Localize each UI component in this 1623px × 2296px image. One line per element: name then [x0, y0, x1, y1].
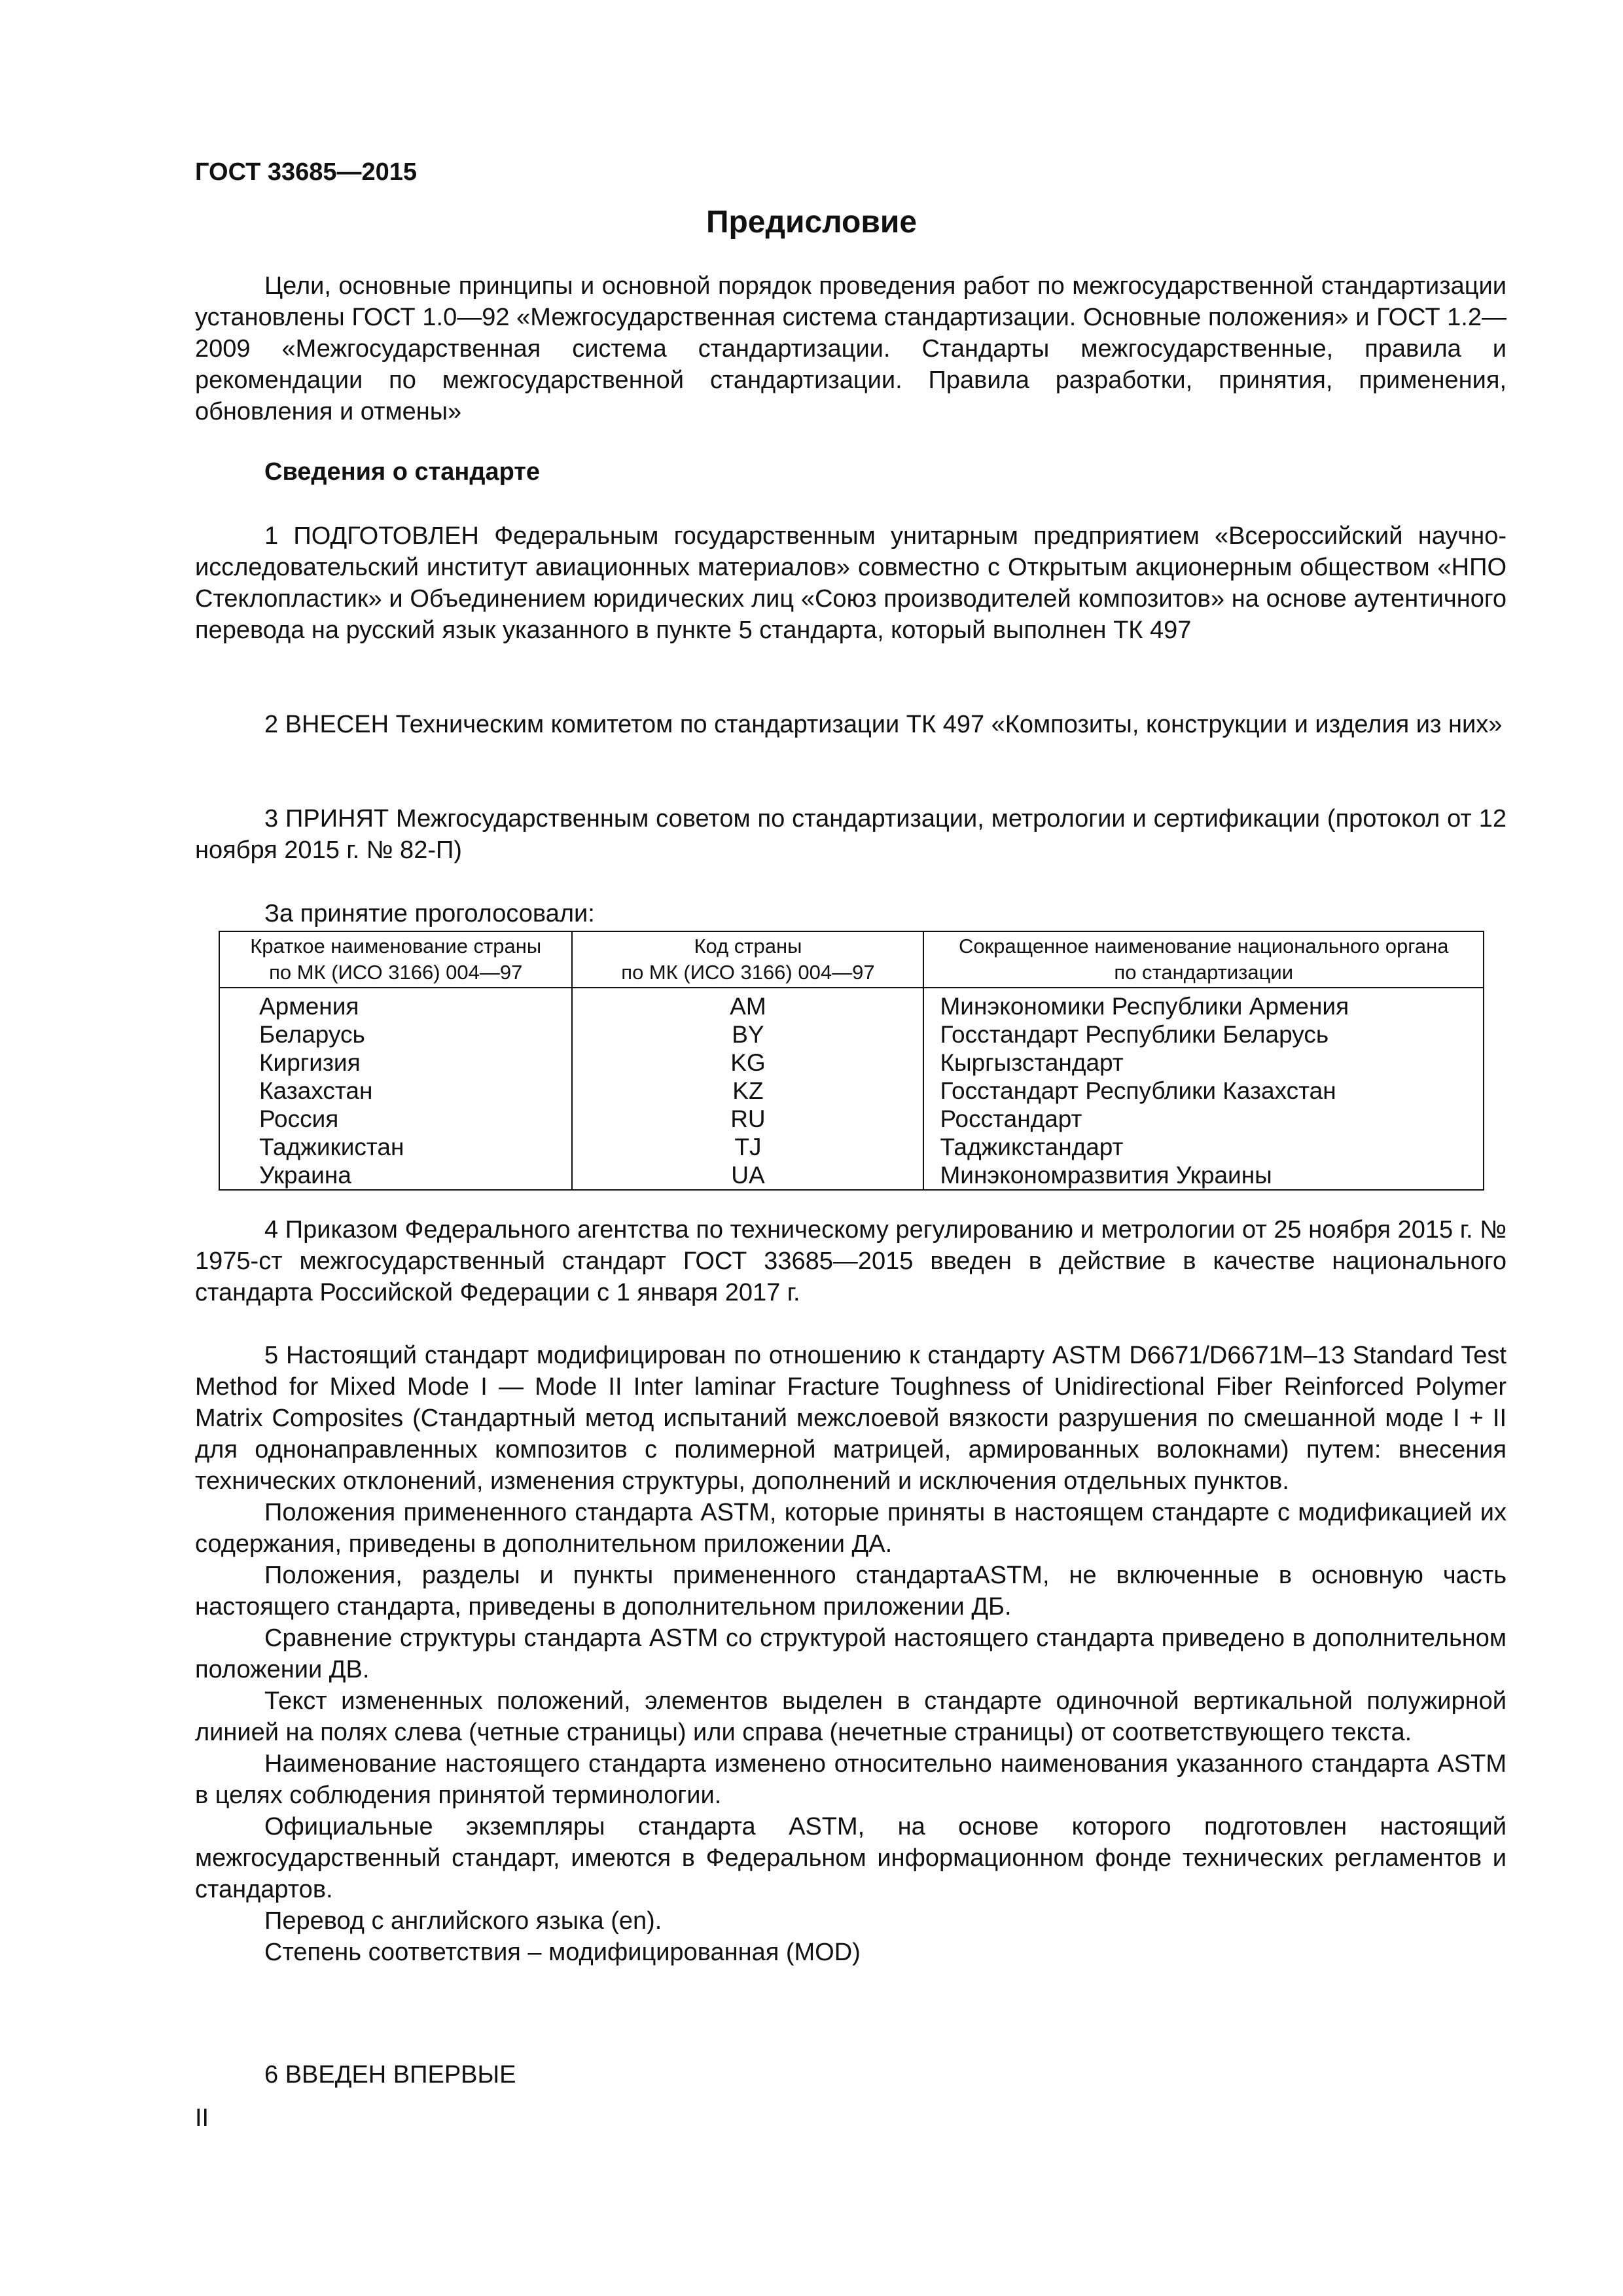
national-body: Росстандарт [923, 1105, 1484, 1133]
item-2 [195, 709, 1507, 740]
voting-caption: За принятие проголосовали: [264, 900, 595, 927]
item-1-text: 1 ПОДГОТОВЛЕН Федеральным государственным унитарным предприятием «Всероссийский научно-исследовательский институт авиационных материалов» совместно с Открытым акционерным обществом «НПО Стеклопластик» и Объединением юридических лиц «Союз производителей композитов» на основе аутентичного перевода на русский язык указанного в пункте 5 стандарта, который выполнен ТК 497 [195, 522, 1507, 644]
national-body: Госстандарт Республики Беларусь [923, 1020, 1484, 1049]
voting-table [219, 931, 1484, 1191]
country-name: Украина [219, 1161, 572, 1190]
header-line: Код страны [694, 935, 802, 958]
item-5-paragraph: 5 Настоящий стандарт модифицирован по отношению к стандарту ASTM D6671/D6671M–13 Standard Test Method for Mixed Mode I — Mode II Inter laminar Fracture Toughness of Unidirectional Fiber Reinforced Polymer Matrix Composites (Стандартный метод испытаний межслоевой вязкости разрушения по смешанной моде I + II для однонаправленных композитов с полимерной матрицей, армированных волокнами) путем: внесения технических отклонений, изменения структуры, дополнений и исключения отдельных пунктов. [195, 1342, 1507, 1495]
item-5-paragraph: Сравнение структуры стандарта ASTM со структурой настоящего стандарта приведено в дополнительном положении ДВ. [195, 1624, 1507, 1683]
item-5 [195, 1340, 1507, 1968]
country-code: AM [572, 988, 923, 1020]
country-code: KZ [572, 1077, 923, 1105]
document-id: ГОСТ 33685—2015 [195, 158, 418, 186]
item-6: 6 ВВЕДЕН ВПЕРВЫЕ [264, 2061, 516, 2089]
table-row [219, 1049, 1484, 1077]
header-line: Сокращенное наименование национального органа [958, 935, 1449, 958]
country-name: Беларусь [219, 1020, 572, 1049]
header-line: Краткое наименование страны [250, 935, 542, 958]
country-name: Казахстан [219, 1077, 572, 1105]
intro-text: Цели, основные принципы и основной порядок проведения работ по межгосударственной стандартизации установлены ГОСТ 1.0—92 «Межгосударственная система стандартизации. Основные положения» и ГОСТ 1.2—2009 «Межгосударственная система стандартизации. Стандарты межгосударственные, правила и рекомендации по межгосударственной стандартизации. Правила разработки, принятия, применения, обновления и отмены» [195, 272, 1507, 425]
item-5-paragraph: Наименование настоящего стандарта изменено относительно наименования указанного стандарта ASTM в целях соблюдения принятой терминологии. [195, 1750, 1507, 1809]
country-code: TJ [572, 1133, 923, 1161]
country-code: UA [572, 1161, 923, 1190]
item-1 [195, 520, 1507, 646]
table-row [219, 1020, 1484, 1049]
national-body: Минэкономики Республики Армения [923, 988, 1484, 1020]
country-name-header [219, 931, 572, 988]
item-5-paragraph: Степень соответствия – модифицированная (MOD) [264, 1939, 861, 1966]
item-2-text: 2 ВНЕСЕН Техническим комитетом по стандартизации ТК 497 «Композиты, конструкции и изделия из них» [264, 711, 1503, 738]
page-title: Предисловие [705, 205, 918, 240]
item-5-paragraph: Официальные экземпляры стандарта ASTM, на основе которого подготовлен настоящий межгосударственный стандарт, имеются в Федеральном информационном фонде технических регламентов и стандартов. [195, 1813, 1507, 1903]
item-4-text: 4 Приказом Федерального агентства по техническому регулированию и метрологии от 25 ноября 2015 г. № 1975-ст межгосударственный стандарт ГОСТ 33685—2015 введен в действие в качестве национального стандарта Российской Федерации с 1 января 2017 г. [195, 1216, 1507, 1306]
item-3-text: 3 ПРИНЯТ Межгосударственным советом по стандартизации, метрологии и сертификации (протокол от 12 ноября 2015 г. № 82-П) [195, 805, 1507, 864]
national-body: Госстандарт Республики Казахстан [923, 1077, 1484, 1105]
item-4 [195, 1214, 1507, 1308]
item-3 [195, 803, 1507, 866]
page-number: II [195, 2104, 209, 2132]
country-name: Киргизия [219, 1049, 572, 1077]
item-5-paragraph: Текст измененных положений, элементов выделен в стандарте одиночной вертикальной полужирной линией на полях слева (четные страницы) или справа (нечетные страницы) от соответствующего текста. [195, 1687, 1507, 1746]
national-body: Кыргызстандарт [923, 1049, 1484, 1077]
national-body: Таджикстандарт [923, 1133, 1484, 1161]
national-body: Минэкономразвития Украины [923, 1161, 1484, 1190]
country-name: Россия [219, 1105, 572, 1133]
item-5-paragraph: Положения, разделы и пункты примененного стандартаASTM, не включенные в основную часть настоящего стандарта, приведены в дополнительном приложении ДБ. [195, 1562, 1507, 1621]
voting-table-header [219, 931, 1484, 988]
country-code: KG [572, 1049, 923, 1077]
country-name: Армения [219, 988, 572, 1020]
country-code: RU [572, 1105, 923, 1133]
table-row [219, 1161, 1484, 1190]
intro-paragraph [195, 270, 1507, 427]
table-row [219, 1105, 1484, 1133]
header-line: по МК (ИСО 3166) 004—97 [621, 961, 875, 984]
header-line: по МК (ИСО 3166) 004—97 [269, 961, 523, 984]
item-5-paragraph: Положения примененного стандарта ASTM, которые приняты в настоящем стандарте с модификацией их содержания, приведены в дополнительном приложении ДА. [195, 1499, 1507, 1558]
table-row [219, 1077, 1484, 1105]
country-name: Таджикистан [219, 1133, 572, 1161]
table-row [219, 1133, 1484, 1161]
table-row [219, 988, 1484, 1020]
info-heading: Сведения о стандарте [264, 458, 541, 486]
country-code: BY [572, 1020, 923, 1049]
national-body-header [923, 931, 1484, 988]
item-5-paragraph: Перевод с английского языка (en). [264, 1907, 662, 1935]
country-code-header [572, 931, 923, 988]
header-line: по стандартизации [1114, 961, 1294, 984]
